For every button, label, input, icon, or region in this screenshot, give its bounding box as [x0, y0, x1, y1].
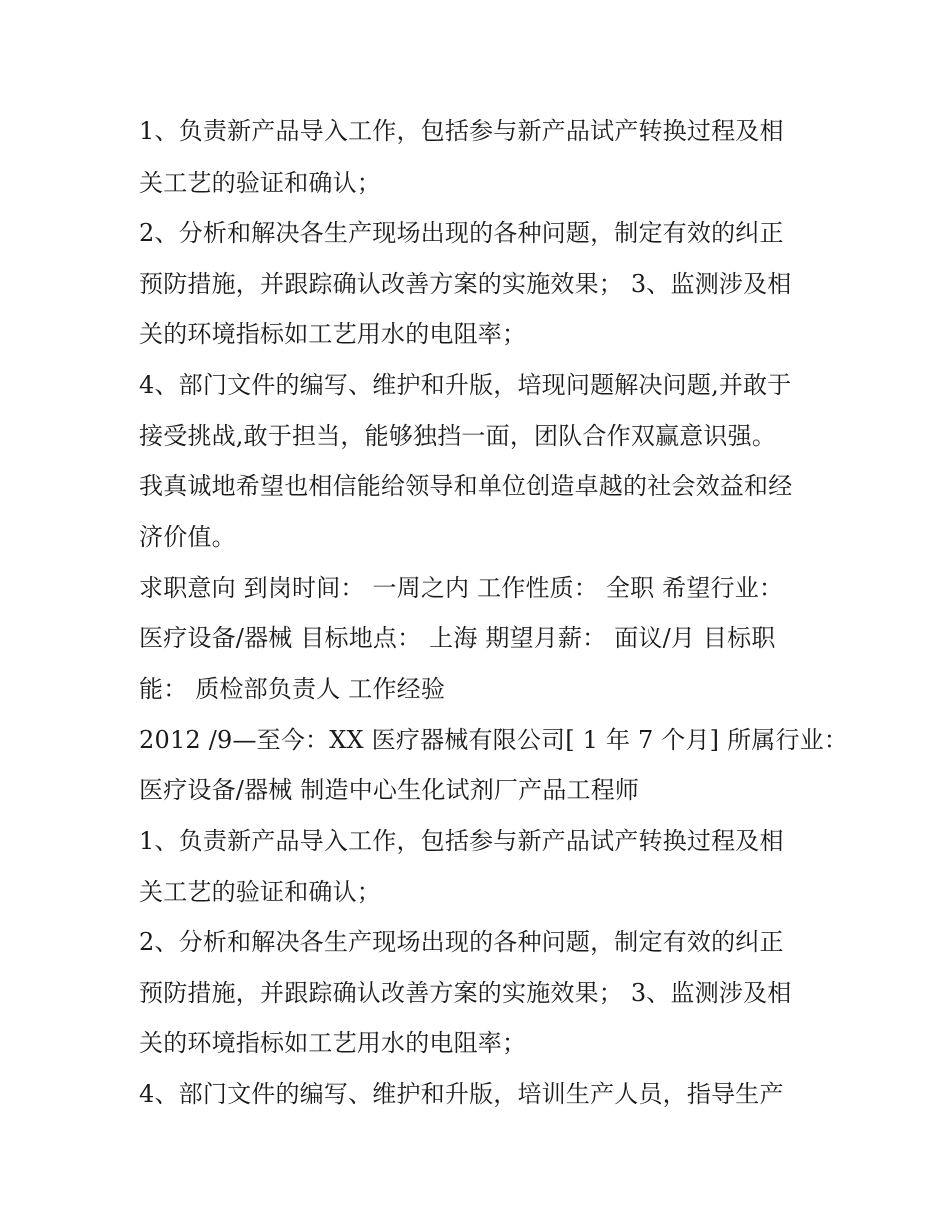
- text-line: 医疗设备/器械 制造中心生化试剂厂产品工程师: [139, 776, 640, 804]
- text-line: 预防措施，并跟踪确认改善方案的实施效果； 3、监测涉及相: [139, 270, 792, 298]
- text-line: 接受挑战,敢于担当，能够独挡一面，团队合作双赢意识强。: [139, 422, 777, 450]
- text-line: 关的环境指标如工艺用水的电阻率；: [139, 1029, 527, 1057]
- text-line: 4、部门文件的编写、维护和升版，培训生产人员，指导生产: [139, 1080, 784, 1108]
- text-line: 1、负责新产品导入工作，包括参与新产品试产转换过程及相: [139, 117, 784, 145]
- text-line: 关工艺的验证和确认；: [139, 169, 381, 197]
- text-line: 医疗设备/器械 目标地点： 上海 期望月薪： 面议/月 目标职: [139, 624, 776, 652]
- text-line: 济价值。: [139, 523, 236, 551]
- text-line: 能： 质检部负责人 工作经验: [139, 675, 446, 703]
- text-line: 关的环境指标如工艺用水的电阻率；: [139, 320, 527, 348]
- text-line: 求职意向 到岗时间： 一周之内 工作性质： 全职 希望行业：: [139, 574, 784, 602]
- text-line: 关工艺的验证和确认；: [139, 878, 381, 906]
- text-line: 2012 /9—至今：XX 医疗器械有限公司[ 1 年 7 个月] 所属行业：: [139, 726, 849, 754]
- text-line: 2、分析和解决各生产现场出现的各种问题，制定有效的纠正: [139, 219, 784, 247]
- text-line: 2、分析和解决各生产现场出现的各种问题，制定有效的纠正: [139, 928, 784, 956]
- text-line: 预防措施，并跟踪确认改善方案的实施效果； 3、监测涉及相: [139, 979, 792, 1007]
- text-line: 4、部门文件的编写、维护和升版，培现问题解决问题,并敢于: [139, 371, 792, 399]
- text-line: 1、负责新产品导入工作，包括参与新产品试产转换过程及相: [139, 827, 784, 855]
- text-line: 我真诚地希望也相信能给领导和单位创造卓越的社会效益和经: [139, 472, 793, 500]
